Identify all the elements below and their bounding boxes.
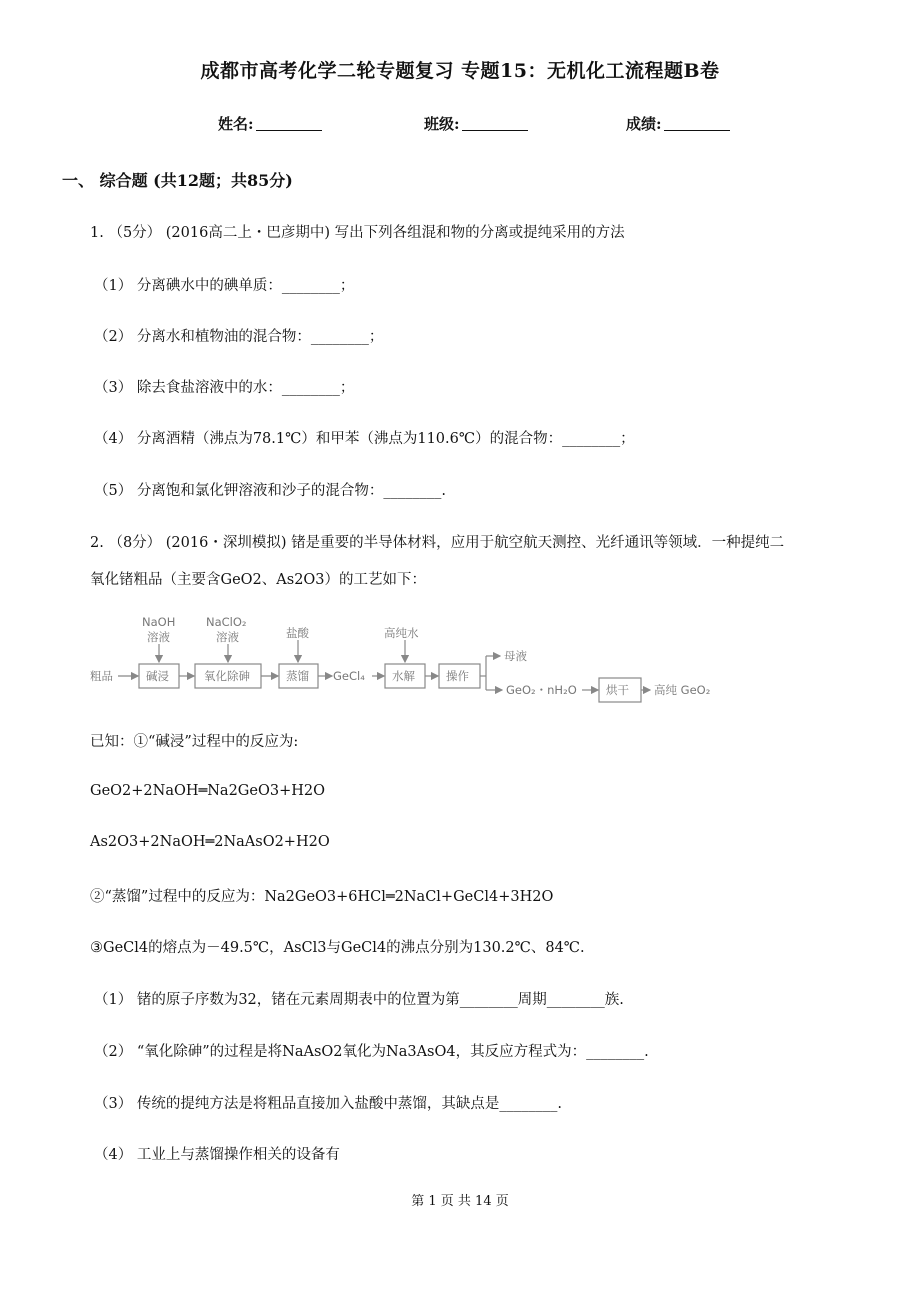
intermediate-gecl4: GeCl₄ bbox=[333, 669, 365, 683]
step-distill: 蒸馏 bbox=[286, 669, 309, 683]
question-2-stem-cont: 氧化锗粗品（主要含GeO2、As2O3）的工艺如下： bbox=[90, 572, 427, 588]
step-operation: 操作 bbox=[446, 669, 469, 683]
name-blank[interactable] bbox=[256, 114, 322, 131]
process-flowchart bbox=[88, 614, 728, 704]
question-1-stem: 1. （5分） (2016高二上・巴彦期中) 写出下列各组混和物的分离或提纯采用的方法 bbox=[90, 225, 625, 241]
name-label: 姓名: bbox=[218, 115, 254, 133]
question-2-stem: 2. （8分） (2016・深圳模拟) 锗是重要的半导体材料，应用于航空航天测控、光纤通讯等领域．一种提纯二 bbox=[90, 535, 785, 551]
question-2-part-2: （2） “氧化除砷”的过程是将NaAsO2氧化为Na3AsO4，其反应方程式为：________. bbox=[94, 1044, 649, 1060]
class-blank[interactable] bbox=[462, 114, 528, 131]
step-hydrolysis: 水解 bbox=[392, 669, 415, 683]
reagent-naclo2-solution: 溶液 bbox=[216, 630, 239, 644]
reagent-hcl: 盐酸 bbox=[286, 626, 309, 640]
reagent-naclo2: NaClO₂ bbox=[206, 615, 247, 629]
known-intro: 已知：①“碱浸”过程中的反应为: bbox=[90, 734, 299, 750]
reagent-naoh-solution: 溶液 bbox=[147, 630, 170, 644]
score-label: 成绩: bbox=[626, 115, 662, 133]
question-1-part-2: （2） 分离水和植物油的混合物：________； bbox=[94, 329, 384, 345]
score-field[interactable] bbox=[626, 113, 730, 134]
question-1-part-3: （3） 除去食盐溶液中的水：________； bbox=[94, 380, 355, 396]
branch-geo2-hydrate: GeO₂・nH₂O bbox=[506, 683, 577, 697]
final-product: 高纯 GeO₂ bbox=[654, 683, 711, 697]
score-blank[interactable] bbox=[664, 114, 730, 131]
step-oxidation: 氧化除砷 bbox=[204, 669, 250, 683]
reagent-pure-water: 高纯水 bbox=[384, 626, 419, 640]
question-1-part-4: （4） 分离酒精（沸点为78.1℃）和甲苯（沸点为110.6℃）的混合物：________； bbox=[94, 431, 635, 447]
branch-mother-liquor: 母液 bbox=[504, 649, 527, 663]
reaction-1: GeO2+2NaOH═Na2GeO3+H2O bbox=[90, 783, 325, 799]
page-title: 成都市高考化学二轮专题复习 专题15：无机化工流程题B卷 bbox=[200, 60, 720, 82]
step-alkali-leach: 碱浸 bbox=[146, 669, 169, 683]
class-field[interactable] bbox=[424, 113, 528, 134]
name-field[interactable] bbox=[218, 113, 322, 134]
section-heading: 一、 综合题 (共12题；共85分) bbox=[62, 171, 293, 190]
reaction-2: As2O3+2NaOH═2NaAsO2+H2O bbox=[90, 834, 330, 850]
flow-start-label: 粗品 bbox=[90, 669, 113, 683]
student-info-row bbox=[0, 113, 920, 139]
question-1-part-1: （1） 分离碘水中的碘单质：________； bbox=[94, 278, 355, 294]
reaction-3: ②“蒸馏”过程中的反应为：Na2GeO3+6HCl═2NaCl+GeCl4+3H2O bbox=[90, 889, 554, 905]
question-2-part-1: （1） 锗的原子序数为32，锗在元素周期表中的位置为第________周期________族. bbox=[94, 992, 624, 1008]
question-2-part-3: （3） 传统的提纯方法是将粗品直接加入盐酸中蒸馏，其缺点是________. bbox=[94, 1096, 562, 1112]
question-2-part-4: （4） 工业上与蒸馏操作相关的设备有 bbox=[94, 1147, 340, 1163]
page-footer: 第 1 页 共 14 页 bbox=[411, 1194, 509, 1209]
class-label: 班级: bbox=[424, 115, 460, 133]
step-dry: 烘干 bbox=[606, 683, 629, 697]
known-3: ③GeCl4的熔点为－49.5℃，AsCl3与GeCl4的沸点分别为130.2℃、84℃. bbox=[90, 940, 585, 956]
question-1-part-5: （5） 分离饱和氯化钾溶液和沙子的混合物：________. bbox=[94, 483, 446, 499]
reagent-naoh: NaOH bbox=[142, 615, 176, 629]
